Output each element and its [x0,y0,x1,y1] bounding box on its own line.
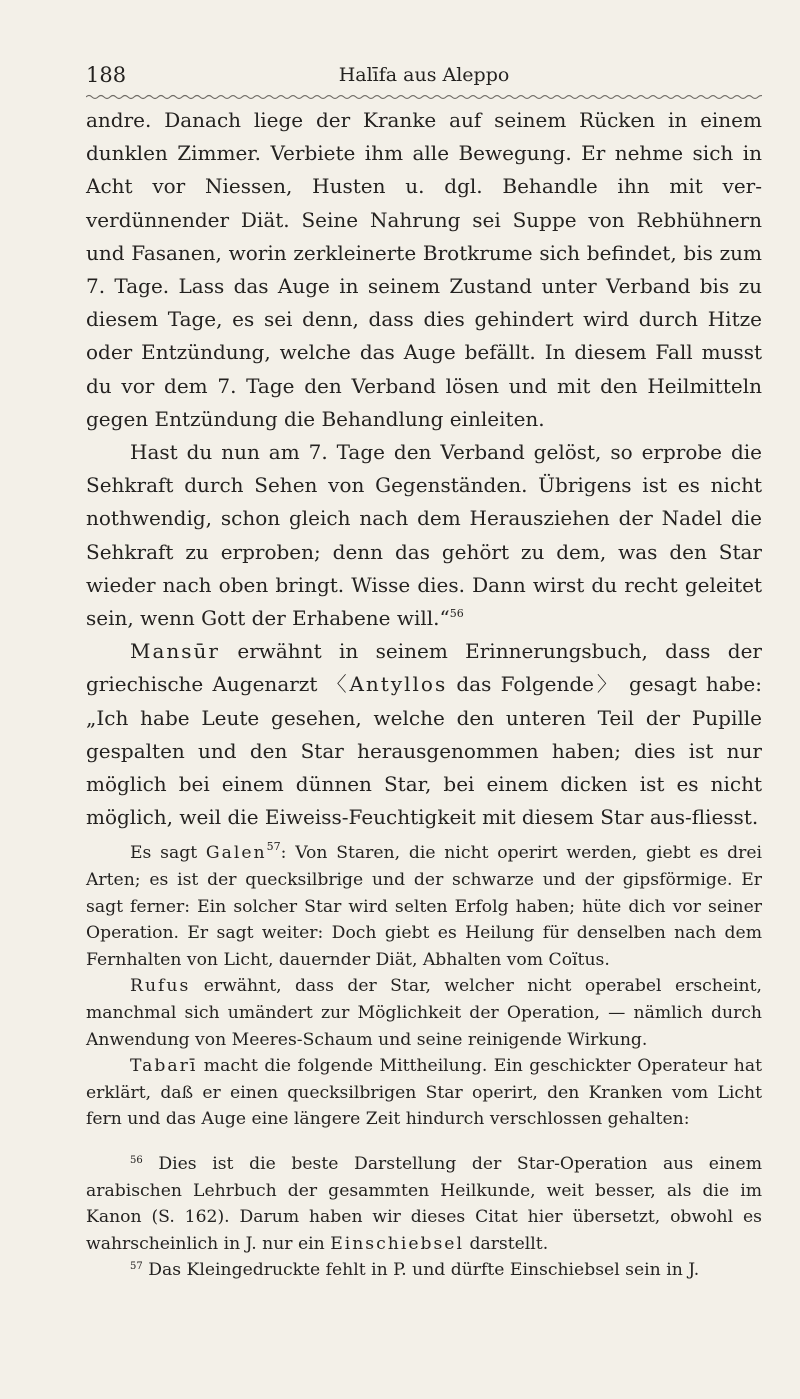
author-name-antyllos: Antyllos [349,672,448,697]
footnote-56 [86,1151,762,1257]
author-name-rufus: Rufus [130,976,191,997]
paragraph-1 [86,104,762,436]
small-print-section [86,840,762,1133]
footnote-57 [86,1257,762,1284]
paragraph-3-text-b: das Folgende〉 gesagt habe: „Ich habe Leute gesehen, welche den unteren Teil der Pupille gespalten und den Star herausgenommen haben; dies ist nur möglich bei einem dünnen Star, bei einem dicken ist es nicht möglich, weil die Eiweiss-Feuchtigkeit mit diesem Star aus-fliesst. [86,672,763,830]
page-number: 188 [86,63,127,87]
footnote-ref-57[interactable]: 57 [266,840,281,854]
paragraph-2-text: Hast du nun am 7. Tage den Verband gelöst, so erprobe die Sehkraft durch Sehen von Gegenständen. Übrigens ist es nicht nothwendig, schon gleich nach dem Herausziehen der Nadel die Sehkraft zu erproben; denn das gehört zu dem, was den Star wieder nach oben bringt. Wisse dies. Dann wirst du recht geleitet sein, wenn Gott der Erhabene will.“ [86,440,762,631]
small-paragraph-rufus [86,973,762,1053]
footnote-ref-56[interactable]: 56 [449,607,464,621]
running-head [86,62,762,88]
author-name-tabari: Tabarī [130,1056,198,1077]
footnote-56-text: Dies ist die beste Darstellung der Star-Operation aus einem arabischen Lehrbuch der gesammten Heilkunde, weit besser, als die im Kanon (S. 162). Darum haben wir dieses Citat hier übersetzt, obwohl es wahrscheinlich in J. nur ein [86,1154,762,1254]
running-title: Halīfa aus Aleppo [338,64,510,86]
paragraph-1-text: andre. Danach liege der Kranke auf seinem Rücken in einem dunklen Zimmer. Verbiete ihm alle Bewegung. Er nehme sich in Acht vor Niessen, Husten u. dgl. Behandle ihn mit ver-verdünnender Diät. Seine Nahrung sei Suppe von Rebhühnern und Fasanen, worin zerkleinerte Brotkrume sich befindet, bis zum 7. Tage. Lass das Auge in seinem Zustand unter Verband bis zu diesem Tage, es sei denn, dass dies gehindert wird durch Hitze oder Entzündung, welche das Auge befällt. In diesem Fall musst du vor dem 7. Tage den Verband lösen und mit den Heilmitteln gegen Entzündung die Behandlung einleiten. [86,108,762,431]
wavy-rule [86,92,762,102]
small-paragraph-1-lead: Es sagt [130,843,206,864]
footnote-56-emphasis: Einschiebsel [330,1233,464,1254]
body-text [86,104,762,1284]
author-name-mansur: Mansūr [130,639,220,664]
small-paragraph-3-text: macht die folgende Mittheilung. Ein geschickter Operateur hat erklärt, daß er einen quecksilbrigen Star operirt, den Kranken vom Licht fern und das Auge eine längere Zeit hindurch verschlossen gehalten: [86,1056,762,1130]
footnote-57-number: 57 [130,1261,143,1273]
footnote-56-number: 56 [130,1155,143,1166]
small-paragraph-galen [86,840,762,973]
paragraph-2 [86,436,762,635]
small-paragraph-tabari [86,1053,762,1133]
footnote-56-end: darstellt. [463,1233,549,1254]
footnotes [86,1151,762,1284]
small-paragraph-1-text: : Von Staren, die nicht operirt werden, giebt es drei Arten; es ist der quecksilbrige und der schwarze und der gipsförmige. Er sagt ferner: Ein solcher Star wird selten Erfolg haben; hüte dich vor seiner Operation. Er sagt weiter: Doch giebt es Heilung für denselben nach dem Fernhalten von Licht, dauernder Diät, Abhalten vom Coïtus. [86,843,762,970]
small-paragraph-2-text: erwähnt, dass der Star, welcher nicht operabel erscheint, manchmal sich umändert zur Möglichkeit der Operation, — nämlich durch Anwendung von Meeres-Schaum und seine reinigende Wirkung. [86,976,762,1050]
footnote-57-text: Das Kleingedruckte fehlt in P. und dürfte Einschiebsel sein in J. [142,1260,700,1281]
paragraph-3-text-a: erwähnt in seinem Erinnerungsbuch, dass der griechische Augenarzt 〈 [86,639,762,697]
author-name-galen: Galen [205,843,267,864]
paragraph-3 [86,635,762,834]
